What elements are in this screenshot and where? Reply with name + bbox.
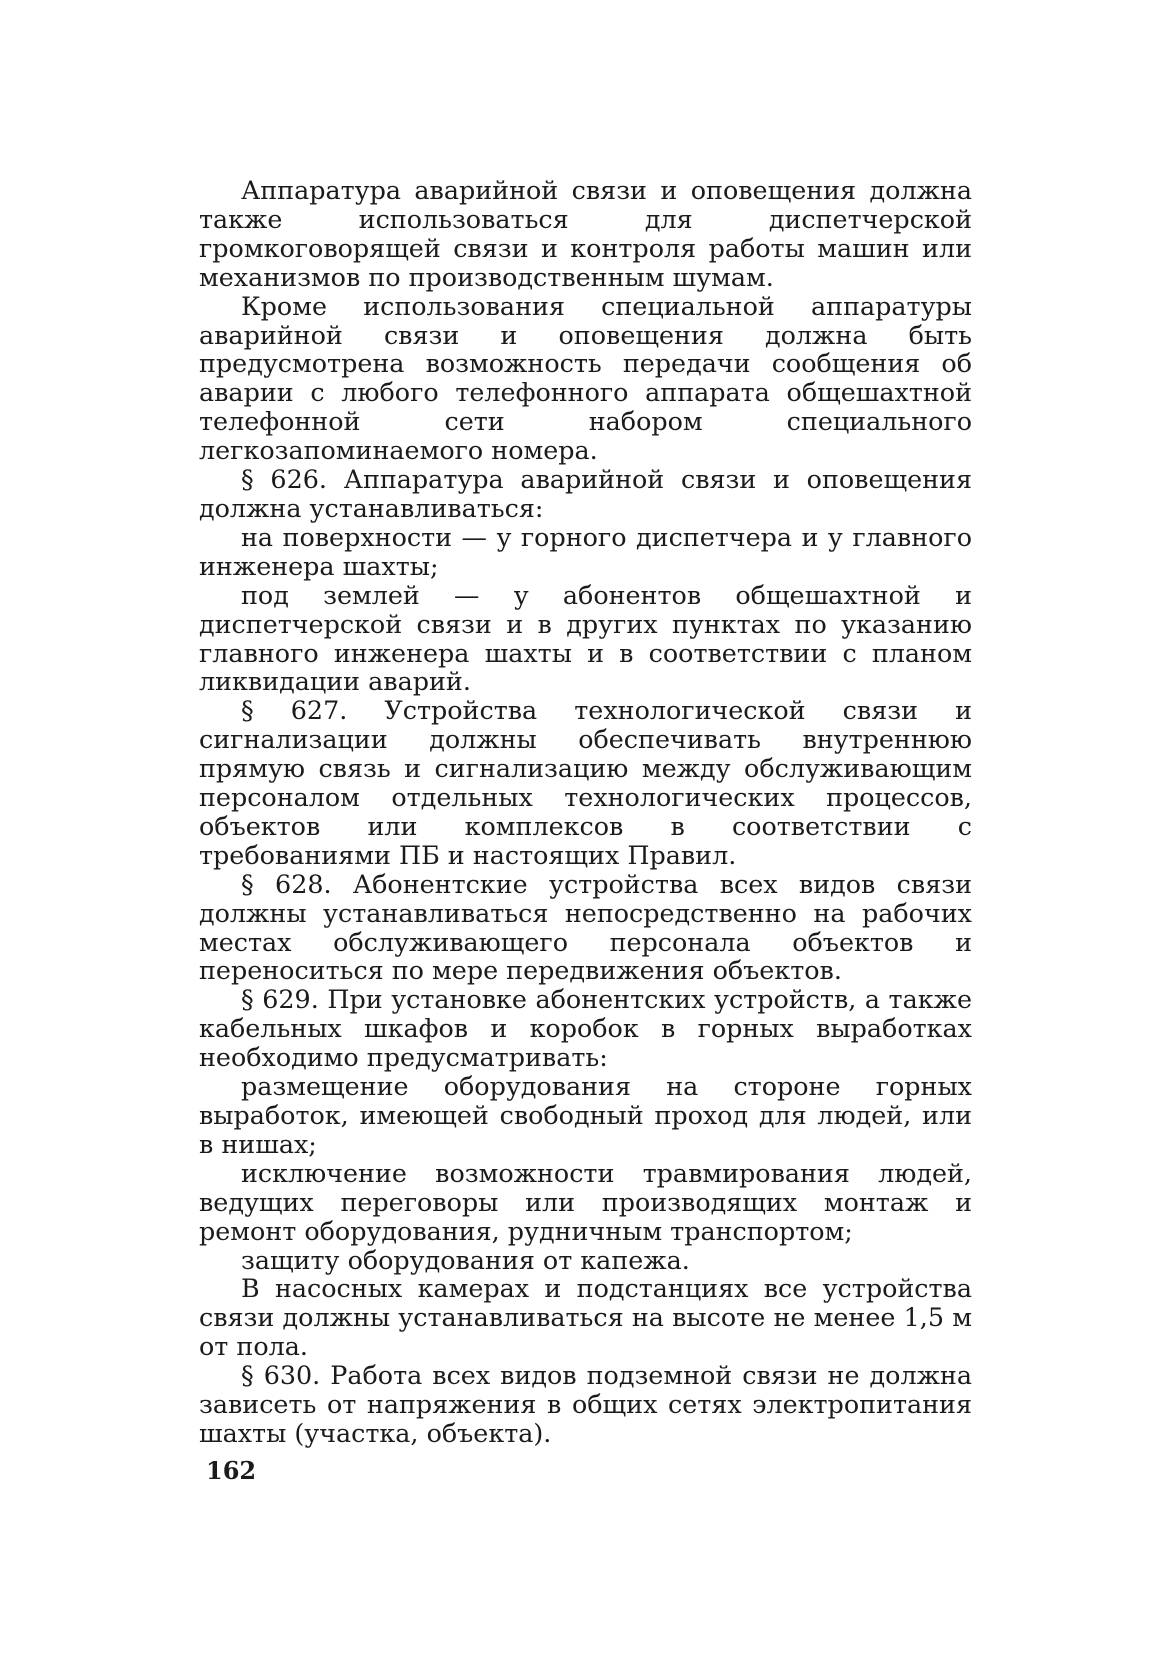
page-number: 162 [206,1456,257,1485]
paragraph: Аппаратура аварийной связи и оповещения должна также использоваться для диспетчерской громкоговорящей связи и контроля работы машин или механизмов по производственным шумам. [199,175,972,292]
paragraph-section-627: § 627. Устройства технологической связи и сигнализации должны обеспечивать внутреннюю прямую связь и сигнализацию между обслуживающим персоналом отдельных технологических процессов, объектов или комплексов в соответствии с требованиями ПБ и настоящих Правил. [199,695,972,870]
paragraph: размещение оборудования на стороне горных выработок, имеющей свободный проход для людей, или в нишах; [199,1071,972,1159]
paragraph: В насосных камерах и подстанциях все устройства связи должны устанавливаться на высоте не менее 1,5 м от пола. [199,1273,972,1362]
paragraph: защиту оборудования от капежа. [241,1244,690,1275]
paragraph-section-629: § 629. При установке абонентских устройств, а также кабельных шкафов и коробок в горных выработках необходимо предусматривать: [199,984,972,1073]
paragraph: Кроме использования специальной аппаратуры аварийной связи и оповещения должна быть предусмотрена возможность передачи сообщения об аварии с любого телефонного аппарата общешахтной телефонной сети набором специального легкозапоминаемого номера. [199,290,972,466]
paragraph: под землей — у абонентов общешахтной и диспетчерской связи и в других пунктах по указанию главного инженера шахты и в соответствии с планом ликвидации аварий. [199,579,972,697]
paragraph-section-630: § 630. Работа всех видов подземной связи не должна зависеть от напряжения в общих сетях электропитания шахты (участка, объекта). [199,1360,972,1448]
body-text [199,176,972,1448]
paragraph-section-628: § 628. Абонентские устройства всех видов связи должны устанавливаться непосредственно на рабочих местах обслуживающего персонала объектов и переноситься по мере передвижения объектов. [199,868,972,986]
paragraph-section-626: § 626. Аппаратура аварийной связи и оповещения должна устанавливаться: [199,464,972,523]
paragraph: на поверхности — у горного диспетчера и у главного инженера шахты; [199,521,972,581]
paragraph: исключение возможности травмирования людей, ведущих переговоры или производящих монтаж и ремонт оборудования, рудничным транспортом; [199,1157,972,1246]
